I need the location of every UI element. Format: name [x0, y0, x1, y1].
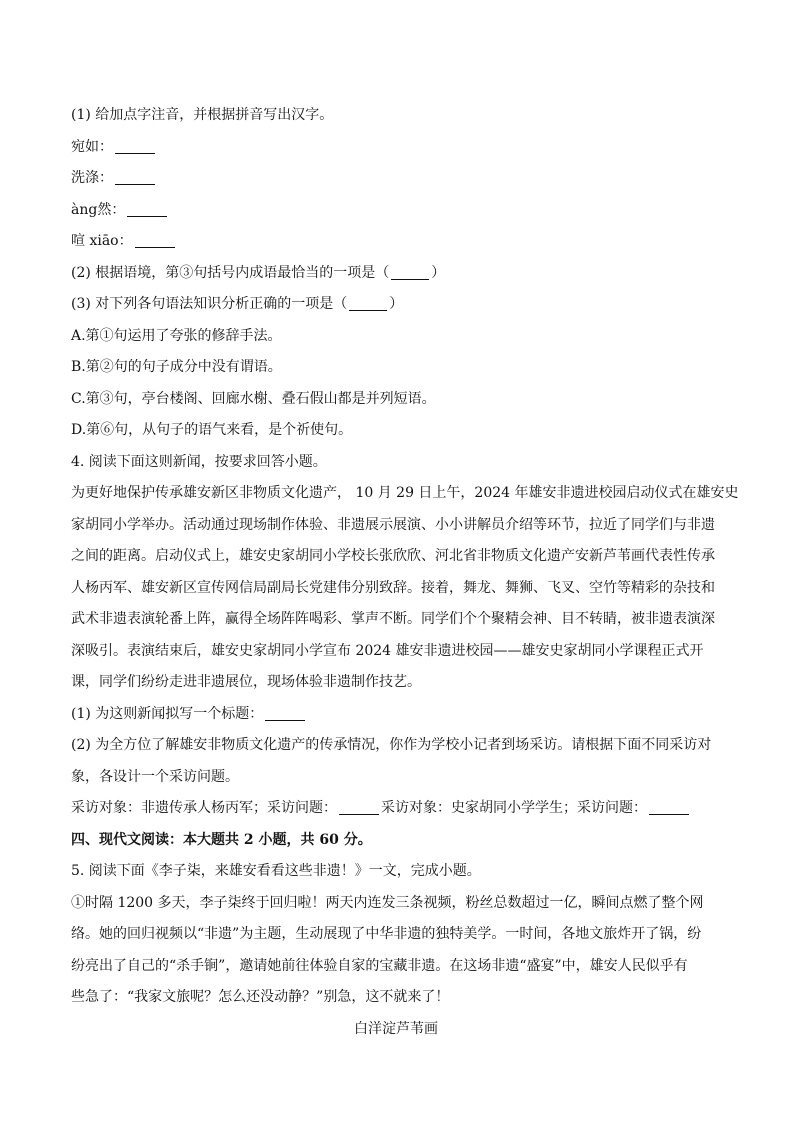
item-label: 洗涤：	[71, 170, 113, 186]
answer-blank[interactable]	[127, 202, 167, 217]
answer-blank[interactable]	[391, 265, 429, 280]
q5-passage-line: 络。她的回归视频以“非遗”为主题，生动展现了中华非遗的独特美学。一时间，各地文旅炸开了锅，纷	[71, 926, 702, 942]
q4-sub1	[71, 699, 721, 731]
answer-blank[interactable]	[265, 706, 305, 721]
answer-blank[interactable]	[135, 233, 175, 248]
q3-item-wanru	[71, 132, 721, 164]
q3-sub2-prompt	[71, 258, 721, 290]
q4-interview-line	[71, 793, 721, 825]
q3-sub3-prompt	[71, 289, 721, 321]
image-caption: 白洋淀芦苇画	[354, 1020, 438, 1037]
q4-sub2-line: 象，各设计一个采访问题。	[71, 768, 239, 785]
q5-passage-line: ①时隔 1200 多天，李子柒终于回归啦！两天内连发三条视频，粉丝总数超过一亿，瞬间点燃了整个网	[71, 894, 704, 911]
prompt-text: 采访对象：非遗传承人杨丙军；采访问题：	[71, 800, 337, 816]
q3-item-xidi	[71, 163, 721, 195]
q3-sub1-prompt: (1) 给加点字注音，并根据拼音写出汉字。	[71, 107, 334, 123]
q4-sub2-line: (2) 为全方位了解雄安非物质文化遗产的传承情况，你作为学校小记者到场采访。请根据下面不同采访对	[71, 737, 712, 753]
q4-news-line: 课，同学们纷纷走进非遗展位，现场体验非遗制作技艺。	[71, 674, 421, 690]
document-page	[71, 100, 739, 1045]
answer-blank[interactable]	[649, 800, 689, 815]
prompt-text: 采访对象：史家胡同小学学生；采访问题：	[381, 800, 647, 816]
q5-passage-line: 些急了：“我家文旅呢？怎么还没动静？”别急，这不就来了！	[71, 989, 450, 1005]
paren-close: ）	[431, 264, 446, 281]
item-label: 喧 xiāo：	[71, 233, 133, 249]
q4-title: 4. 阅读下面这则新闻，按要求回答小题。	[71, 453, 327, 470]
q3-item-angran	[71, 195, 721, 227]
option-c: C.第③句，亭台楼阁、回廊水榭、叠石假山都是并列短语。	[71, 390, 436, 407]
section-heading: 四、现代文阅读：本大题共 2 小题，共 60 分。	[71, 831, 372, 848]
q3-item-xuanxiao	[71, 226, 721, 258]
option-b: B.第②句的句子成分中没有谓语。	[71, 359, 282, 375]
q4-news-line: 为更好地保护传承雄安新区非物质文化遗产， 10 月 29 日上午，2024 年雄安非遗进校园启动仪式在雄安史	[71, 485, 739, 501]
item-label: àng然：	[71, 201, 126, 218]
paren-close: ）	[389, 296, 404, 312]
answer-blank[interactable]	[115, 170, 155, 185]
option-d: D.第⑥句，从句子的语气来看，是个祈使句。	[71, 422, 353, 438]
item-label: 宛如：	[71, 138, 113, 155]
option-a: A.第①句运用了夸张的修辞手法。	[71, 327, 282, 344]
q5-title: 5. 阅读下面《李子柒，来雄安看看这些非遗！》一文，完成小题。	[71, 863, 481, 879]
q4-news-line: 武术非遗表演轮番上阵，赢得全场阵阵喝彩、掌声不断。同学们个个聚精会神、目不转睛，被非遗表演深	[71, 611, 715, 627]
answer-blank[interactable]	[349, 296, 387, 311]
q4-news-line: 深吸引。表演结束后，雄安史家胡同小学宣布 2024 雄安非遗进校园——雄安史家胡同小学课程正式开	[71, 642, 704, 659]
prompt-text: (3) 对下列各句语法知识分析正确的一项是（	[71, 296, 348, 312]
q4-news-line: 人杨丙军、雄安新区宣传网信局副局长党建伟分别致辞。接着，舞龙、舞狮、飞叉、空竹等精彩的杂技和	[71, 579, 715, 596]
answer-blank[interactable]	[339, 800, 379, 815]
q4-news-line: 家胡同小学举办。活动通过现场制作体验、非遗展示展演、小小讲解员介绍等环节，拉近了同学们与非遗	[71, 516, 715, 533]
q5-passage-line: 纷亮出了自己的“杀手锏”，邀请她前往体验自家的宝藏非遗。在这场非遗“盛宴”中，雄安人民似乎有	[71, 957, 688, 974]
q4-news-line: 之间的距离。启动仪式上，雄安史家胡同小学校长张欣欣、河北省非物质文化遗产安新芦苇画代表性传承	[71, 548, 715, 564]
prompt-text: (2) 根据语境，第③句括号内成语最恰当的一项是（	[71, 264, 390, 281]
answer-blank[interactable]	[115, 139, 155, 154]
prompt-text: (1) 为这则新闻拟写一个标题：	[71, 705, 264, 722]
